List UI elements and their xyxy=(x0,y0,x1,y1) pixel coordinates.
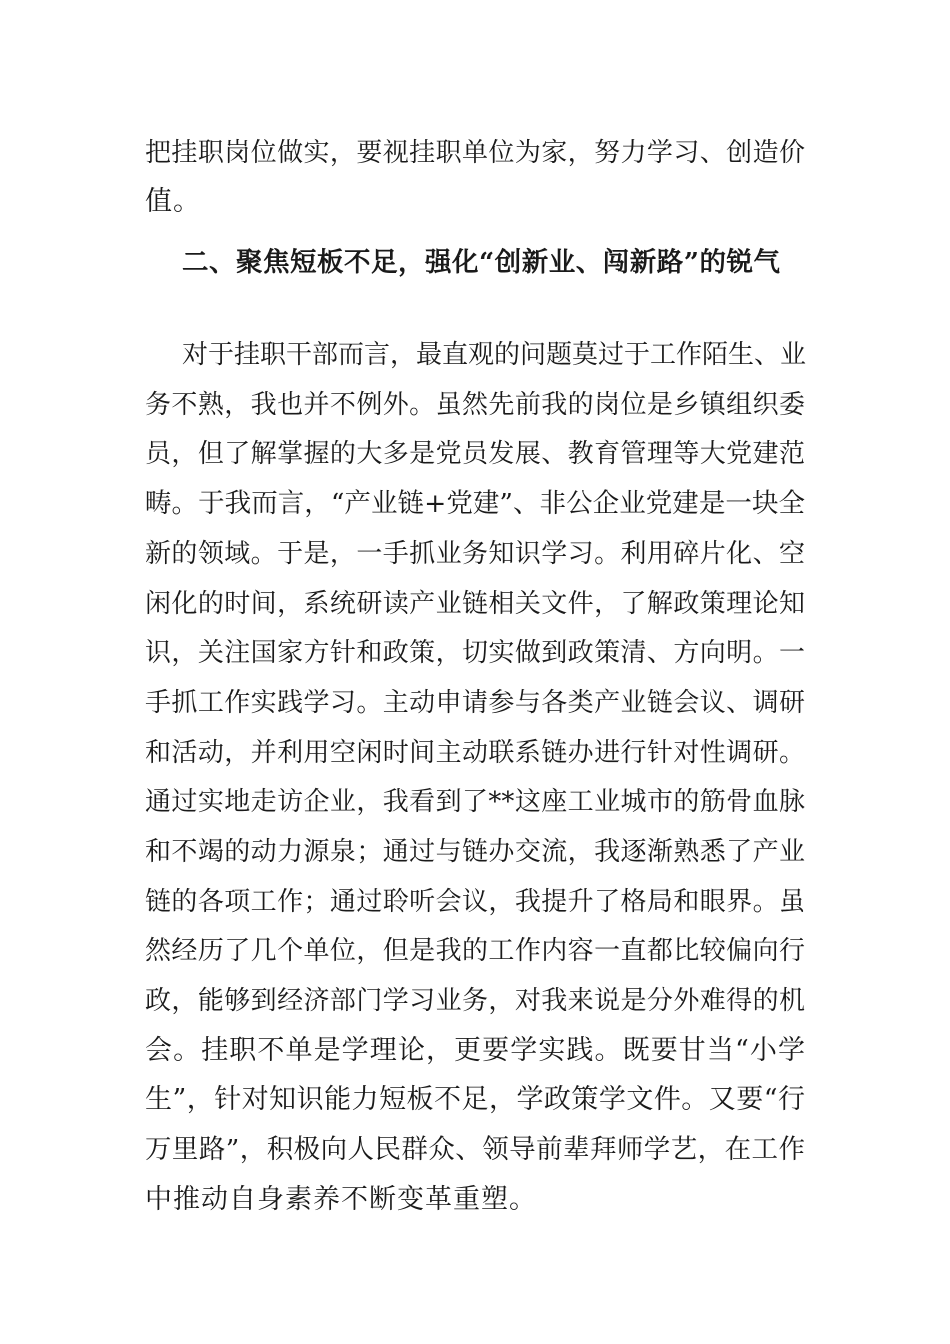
text-line: 对于挂职干部而言，最直观的问题莫过于工作陌生、业 xyxy=(182,340,807,370)
text-line: 畴。于我而言，“产业链+党建”、非公企业党建是一块全 xyxy=(145,488,805,519)
text-line: 和不竭的动力源泉；通过与链办交流，我逐渐熟悉了产业 xyxy=(145,837,805,867)
text-line: 员，但了解掌握的大多是党员发展、教育管理等大党建范 xyxy=(145,439,805,469)
text-line: 闲化的时间，系统研读产业链相关文件，了解政策理论知 xyxy=(145,589,805,619)
text-line: 中推动自身素养不断变革重塑。 xyxy=(145,1184,537,1215)
text-line: 万里路”，积极向人民群众、领导前辈拜师学艺，在工作 xyxy=(145,1134,805,1165)
text-line: 生”，针对知识能力短板不足，学政策学文件。又要“行 xyxy=(145,1084,805,1115)
text-line: 通过实地走访企业，我看到了**这座工业城市的筋骨血脉 xyxy=(145,787,805,817)
section-heading: 二、聚焦短板不足，强化“创新业、闯新路”的锐气 xyxy=(182,247,781,278)
text-line: 链的各项工作；通过聆听会议，我提升了格局和眼界。虽 xyxy=(145,887,805,917)
text-line: 识，关注国家方针和政策，切实做到政策清、方向明。一 xyxy=(145,638,805,668)
text-line: 然经历了几个单位，但是我的工作内容一直都比较偏向行 xyxy=(145,936,805,966)
text-line: 把挂职岗位做实，要视挂职单位为家，努力学习、创造价 xyxy=(145,138,805,168)
text-line: 和活动，并利用空闲时间主动联系链办进行针对性调研。 xyxy=(145,738,805,768)
text-line: 务不熟，我也并不例外。虽然先前我的岗位是乡镇组织委 xyxy=(145,390,805,420)
text-line: 手抓工作实践学习。主动申请参与各类产业链会议、调研 xyxy=(145,688,805,718)
text-line: 值。 xyxy=(145,186,201,217)
text-line: 会。挂职不单是学理论，更要学实践。既要甘当“小学 xyxy=(145,1035,805,1066)
text-line: 政，能够到经济部门学习业务，对我来说是分外难得的机 xyxy=(145,986,805,1016)
text-line: 新的领域。于是，一手抓业务知识学习。利用碎片化、空 xyxy=(145,539,805,569)
